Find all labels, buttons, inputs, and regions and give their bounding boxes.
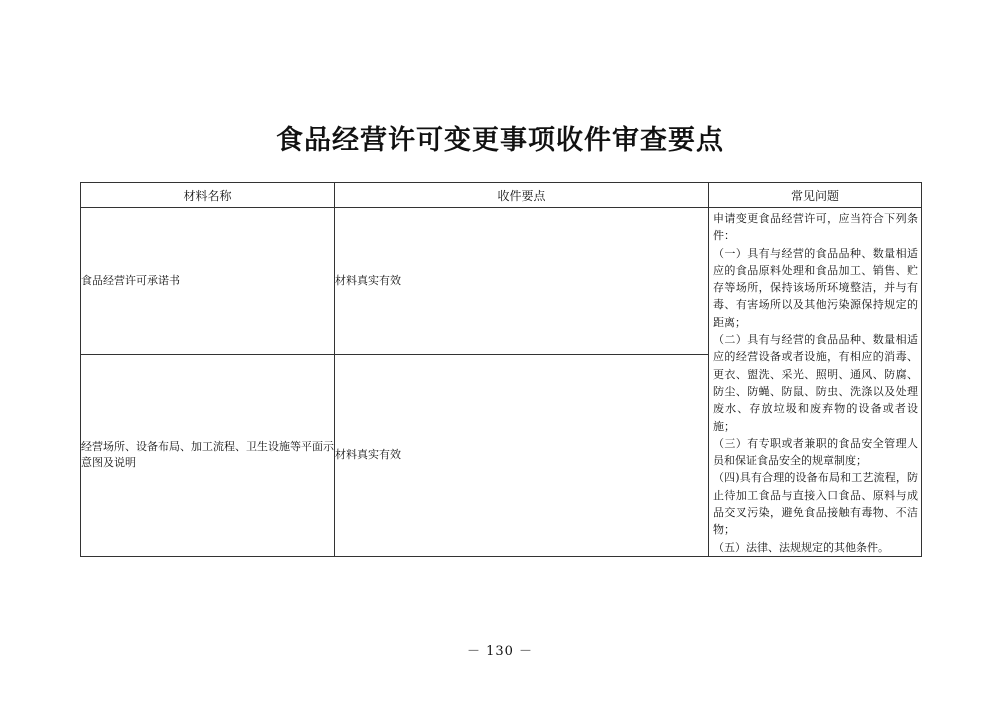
material-name-cell: 经营场所、设备布局、加工流程、卫生设施等平面示意图及说明 xyxy=(81,355,335,557)
header-common-issues: 常见问题 xyxy=(709,183,922,208)
issue-item: （一）具有与经营的食品品种、数量相适应的食品原料处理和食品加工、销售、贮存等场所，保持该场所环境整洁，并与有毒、有害场所以及其他污染源保持规定的距离； xyxy=(713,246,918,329)
common-issues-cell xyxy=(709,208,922,557)
issue-item: （四)具有合理的设备布局和工艺流程，防止待加工食品与直接入口食品、原料与成品交叉污染，避免食品接触有毒物、不洁物； xyxy=(713,471,918,537)
issue-item: （五）法律、法规规定的其他条件。 xyxy=(713,540,889,554)
material-name-cell: 食品经营许可承诺书 xyxy=(81,208,335,355)
header-material-name: 材料名称 xyxy=(81,183,335,208)
header-key-points: 收件要点 xyxy=(335,183,709,208)
key-point-cell: 材料真实有效 xyxy=(335,355,709,557)
page-title: 食品经营许可变更事项收件审查要点 xyxy=(276,125,724,156)
table-header-row xyxy=(81,183,922,208)
issue-item: （二）具有与经营的食品品种、数量相适应的经营设备或者设施，有相应的消毒、更衣、盥洗、采光、照明、通风、防腐、防尘、防蝇、防鼠、防虫、洗涤以及处理废水、存放垃圾和废弃物的设备或者设施； xyxy=(713,333,918,433)
common-issues-text xyxy=(709,208,921,556)
page-number: － 130 － xyxy=(466,644,534,659)
review-table xyxy=(80,182,922,557)
issue-item: （三）有专职或者兼职的食品安全管理人员和保证食品安全的规章制度； xyxy=(713,436,918,468)
issue-intro: 申请变更食品经营许可，应当符合下列条件： xyxy=(713,212,918,243)
table-row xyxy=(81,208,922,355)
key-point-cell: 材料真实有效 xyxy=(335,208,709,355)
